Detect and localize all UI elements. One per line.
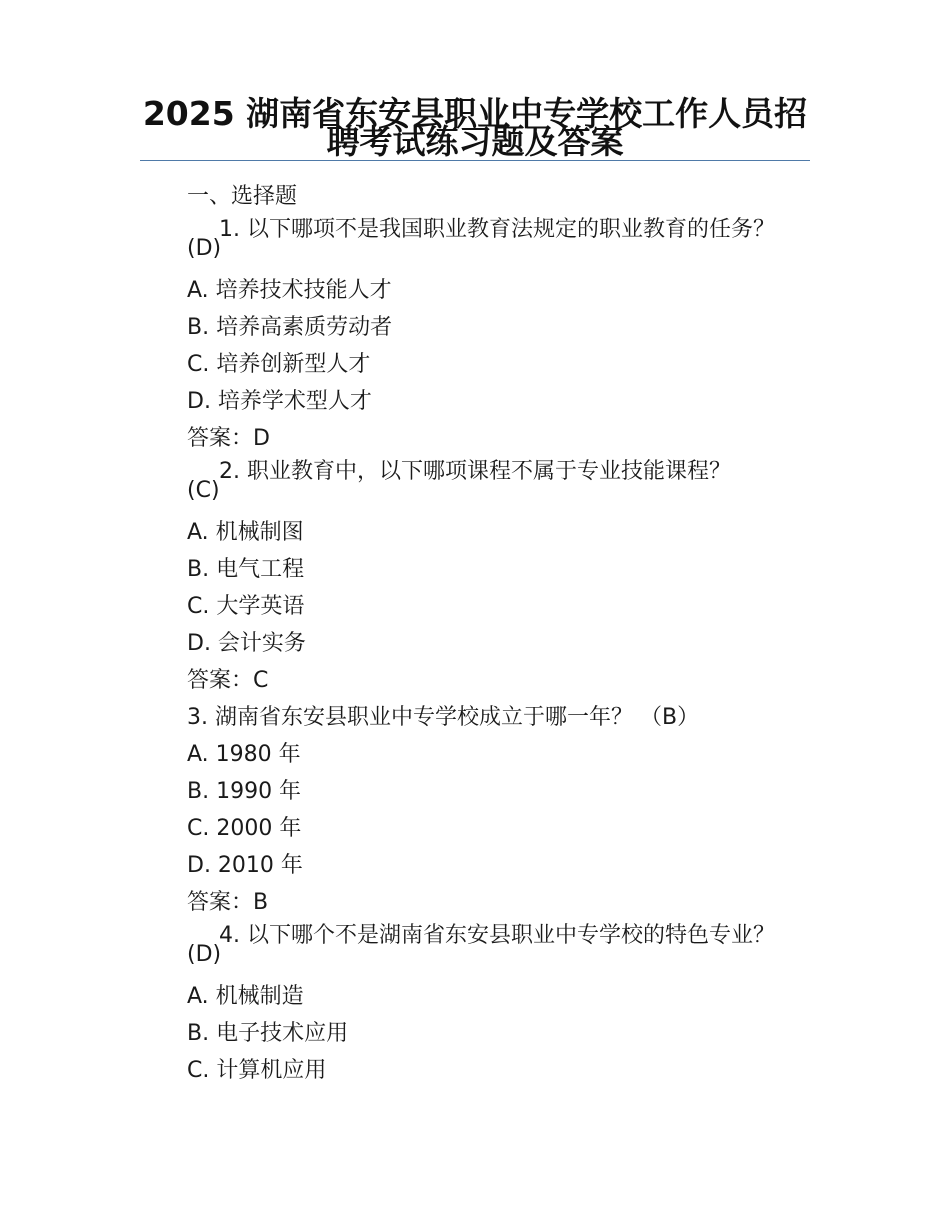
question-answer-mark: (D)	[187, 942, 222, 967]
option: C. 大学英语	[187, 594, 305, 619]
option: B. 电气工程	[187, 557, 305, 582]
option: A. 机械制造	[187, 984, 304, 1009]
option: B. 1990 年	[187, 779, 302, 804]
option: A. 机械制图	[187, 520, 304, 545]
option: D. 会计实务	[187, 631, 306, 656]
option: A. 培养技术技能人才	[187, 278, 392, 303]
answer-line: 答案：C	[187, 668, 269, 693]
question-2	[155, 459, 805, 503]
answer-line: 答案：B	[187, 890, 269, 915]
question-answer-mark: (D)	[187, 236, 222, 261]
question-1	[155, 217, 805, 261]
title-underline	[140, 160, 810, 161]
question-3: 3. 湖南省东安县职业中专学校成立于哪一年？ （B）	[187, 705, 700, 730]
answer-line: 答案：D	[187, 426, 270, 451]
question-stem: 1. 以下哪项不是我国职业教育法规定的职业教育的任务？	[219, 217, 775, 242]
question-stem: 2. 职业教育中，以下哪项课程不属于专业技能课程？	[219, 459, 731, 484]
option: C. 培养创新型人才	[187, 352, 371, 377]
option: C. 计算机应用	[187, 1058, 327, 1083]
option: D. 2010 年	[187, 853, 303, 878]
question-stem: 4. 以下哪个不是湖南省东安县职业中专学校的特色专业？	[219, 923, 775, 948]
question-4	[155, 923, 805, 967]
question-answer-mark: (C)	[187, 478, 220, 503]
page-title: 2025 湖南省东安县职业中专学校工作人员招聘考试练习题及答案	[142, 94, 808, 161]
option: D. 培养学术型人才	[187, 389, 372, 414]
option: A. 1980 年	[187, 742, 301, 767]
section-heading: 一、选择题	[187, 184, 298, 209]
document-body	[155, 178, 805, 1089]
option: C. 2000 年	[187, 816, 302, 841]
option: B. 电子技术应用	[187, 1021, 349, 1046]
option: B. 培养高素质劳动者	[187, 315, 393, 340]
